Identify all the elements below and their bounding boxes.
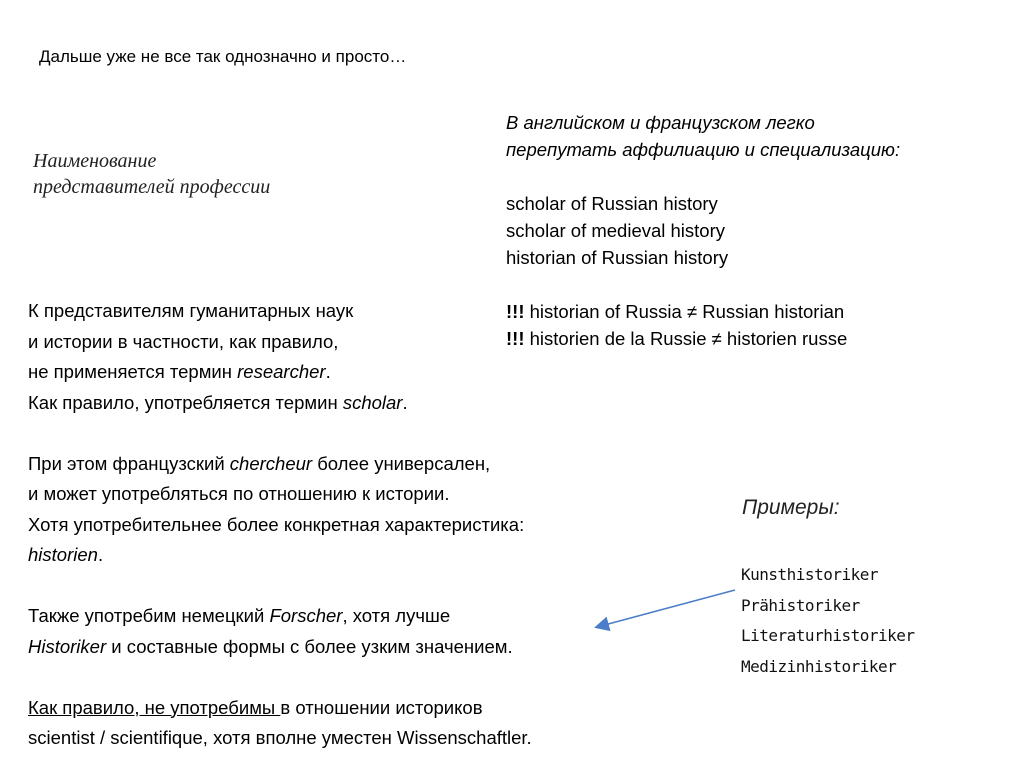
contrast-line-1: !!! historian of Russia ≠ Russian historian (506, 301, 845, 322)
text-line: К представителям гуманитарных наук (28, 300, 354, 321)
intro-line-1: В английском и французском легко (506, 112, 815, 133)
text-line: Как правило, не употребимы в отношении историков (28, 696, 483, 718)
slide-heading: Дальше уже не все так однозначно и просто… (39, 47, 407, 66)
examples-title: Примеры: (742, 496, 840, 519)
example-item: Prähistoriker (741, 595, 860, 615)
exclamation-mark: !!! (506, 301, 525, 322)
subtitle-line-2: представителей профессии (33, 176, 271, 198)
example-item: Literaturhistoriker (741, 626, 915, 645)
phrase-item: historian of Russian history (506, 247, 729, 268)
arrow-line (597, 590, 735, 627)
text-line: Хотя употребительнее более конкретная характеристика: (28, 513, 525, 535)
intro-line-2: перепутать аффилиацию и специализацию: (506, 139, 901, 160)
example-item: Medizinhistoriker (741, 656, 897, 676)
example-item: Kunsthistoriker (741, 565, 878, 584)
exclamation-mark: !!! (506, 328, 525, 349)
text-line: При этом французский chercheur более универсален, (28, 452, 491, 474)
text-line: Как правило, употребляется термин scholar. (28, 391, 408, 413)
text-line: не применяется термин researcher. (28, 361, 331, 382)
text-line: и истории в частности, как правило, (28, 330, 339, 352)
contrast-line-2: !!! historien de la Russie ≠ historien russe (506, 328, 848, 349)
text-line: Также употребим немецкий Forscher, хотя лучше (28, 605, 451, 626)
text-line: historien. (28, 544, 104, 565)
phrase-item: scholar of medieval history (506, 220, 726, 241)
text-line: Historiker и составные формы с более узким значением. (28, 635, 513, 657)
subtitle-line-1: Наименование (33, 150, 157, 172)
text-line: и может употребляться по отношению к истории. (28, 483, 450, 504)
text-line: scientist / scientifique, хотя вполне уместен Wissenschaftler. (28, 727, 532, 748)
phrase-item: scholar of Russian history (506, 193, 718, 214)
